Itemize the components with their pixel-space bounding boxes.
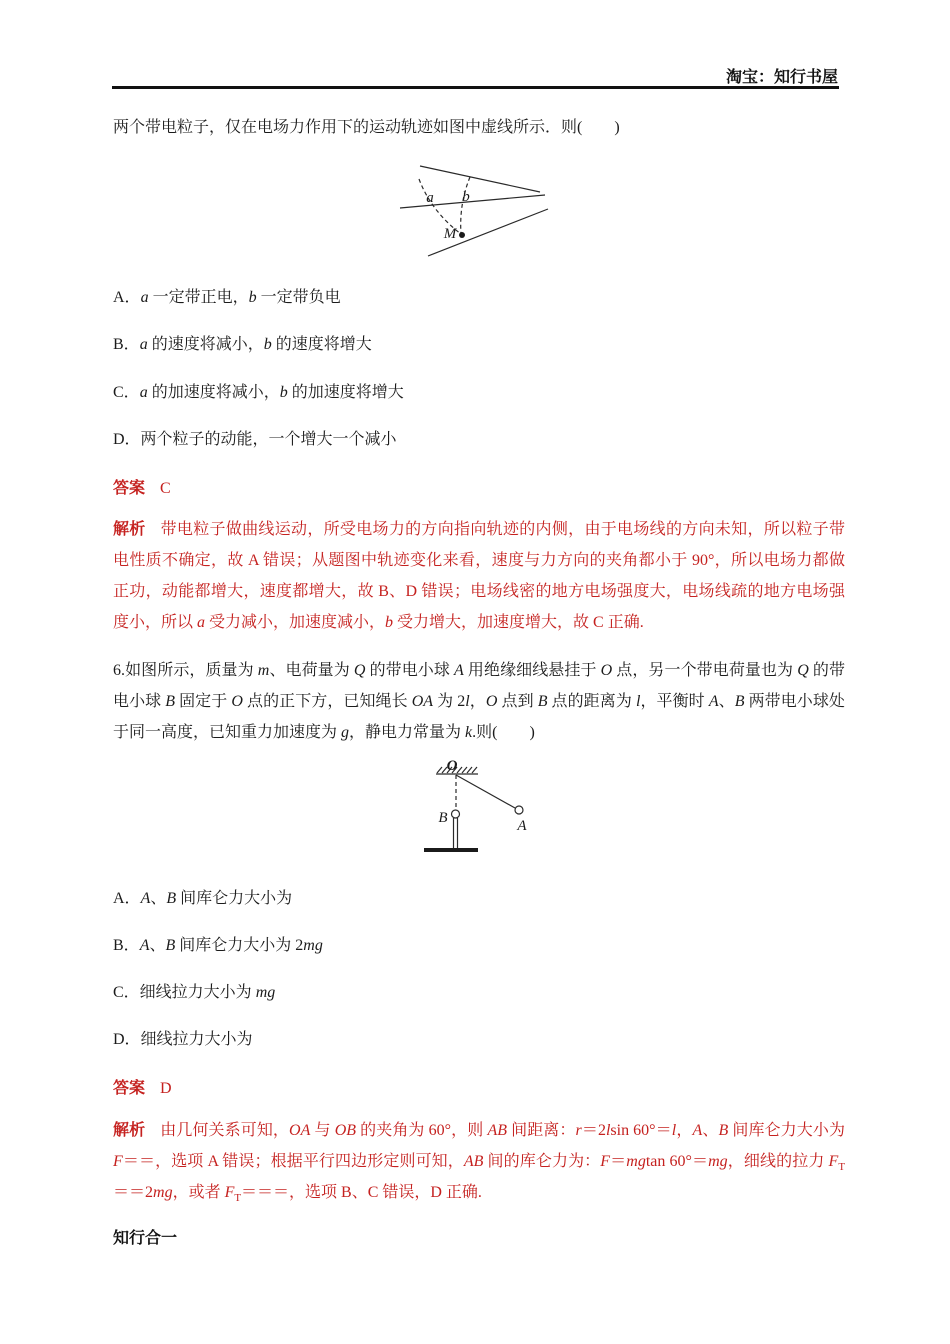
- label-M: M: [443, 226, 457, 242]
- field-line-top: [420, 166, 540, 192]
- q6-stem: 6.如图所示，质量为 m、电荷量为 Q 的带电小球 A 用绝缘细线悬挂于 O 点，另一个带电荷量也为 Q 的带电小球 B 固定于 O 点的正下方，已知绳长 OA 为 2l，O 点到 B 点的距离为 l，平衡时 A、B 两带电小球处于同一高度，已知重力加速度为 g，静电力常量为 k.则( ): [113, 662, 845, 741]
- q6-option-a: A．A、B 间库仑力大小为: [113, 890, 293, 907]
- q5-analysis-label: 解析: [113, 521, 146, 538]
- field-line-middle: [400, 195, 545, 208]
- ball-B: [452, 810, 460, 818]
- header-rule: [112, 86, 839, 89]
- ball-A: [515, 806, 523, 814]
- q5-stem: 两个带电粒子，仅在电场力作用下的运动轨迹如图中虚线所示．则( ): [113, 119, 620, 136]
- q6-analysis-label: 解析: [113, 1122, 146, 1139]
- q6-answer-value: D: [160, 1080, 172, 1097]
- q5-option-c: C．a 的加速度将减小，b 的加速度将增大: [113, 384, 404, 401]
- q5-answer-line: [113, 475, 171, 498]
- string-OA: [456, 775, 515, 808]
- q6-figure-pendulum: [418, 753, 543, 858]
- trajectory-b-dashed: [461, 177, 470, 234]
- point-M-dot: [459, 232, 465, 238]
- q5-analysis: [113, 514, 845, 638]
- label-A: A: [517, 818, 527, 834]
- q5-option-b: B．a 的速度将减小，b 的速度将增大: [113, 336, 372, 353]
- label-b: b: [462, 189, 470, 205]
- label-a: a: [426, 190, 434, 206]
- header-brand: 淘宝：知行书屋: [725, 69, 838, 86]
- q5-answer-label: 答案: [113, 480, 146, 497]
- q6-option-b: B．A、B 间库仑力大小为 2mg: [113, 937, 323, 954]
- q6-option-d: D．细线拉力大小为: [113, 1031, 253, 1048]
- q6-answer-label: 答案: [113, 1080, 146, 1097]
- q6-answer-line: [113, 1075, 172, 1098]
- q5-analysis-text: 带电粒子做曲线运动，所受电场力的方向指向轨迹的内侧，由于电场线的方向未知，所以粒子带电性质不确定，故 A 错误；从题图中轨迹变化来看，速度与力方向的夹角都小于 90°，所以电场力都做正功，动能都增大，速度都增大，故 B、D 错误；电场线密的地方电场强度大，电场线疏的地方电场强度小，所以 a 受力减小，加速度减小，b 受力增大，加速度增大，故 C 正确.: [113, 521, 845, 631]
- q5-option-a: A．a 一定带正电，b 一定带负电: [113, 289, 341, 306]
- q5-figure-field-lines: [390, 156, 560, 266]
- q5-option-d: D．两个粒子的动能，一个增大一个减小: [113, 431, 397, 448]
- label-B: B: [438, 810, 448, 826]
- q6-option-c: C．细线拉力大小为 mg: [113, 984, 276, 1001]
- q6-analysis-text: 由几何关系可知，OA 与 OB 的夹角为 60°，则 AB 间距离：r＝2lsin 60°＝l，A、B 间库仑力大小为 F＝＝，选项 A 错误；根据平行四边形定则可知，AB 间的库仑力为：F＝mgtan 60°＝mg，细线的拉力 $F_T==2mg$，或者 $F_T===$，选项 B、C 错误，D 正确.: [113, 1122, 845, 1205]
- q5-answer-value: C: [160, 480, 171, 497]
- footer-brand: 知行合一: [113, 1230, 178, 1247]
- q6-analysis: [113, 1115, 845, 1208]
- label-O: O: [446, 758, 458, 774]
